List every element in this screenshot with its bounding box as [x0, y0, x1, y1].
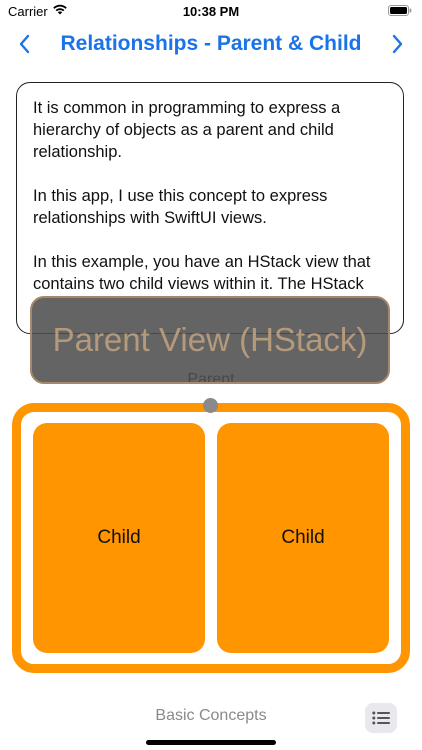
- child-label: Child: [281, 527, 325, 548]
- chevron-left-icon: [18, 34, 30, 54]
- chevron-right-icon: [392, 34, 404, 54]
- description-paragraph: In this example, you have an HStack view that contains two child views within it. The HStack: [33, 253, 371, 293]
- back-button[interactable]: [12, 30, 36, 58]
- description-paragraph: In this app, I use this concept to express relationships with SwiftUI views.: [33, 187, 328, 227]
- forward-button[interactable]: [386, 30, 410, 58]
- toolbar-title: Basic Concepts: [155, 707, 267, 724]
- status-bar: [0, 0, 422, 24]
- list-icon: [372, 711, 390, 725]
- tooltip-label: Parent View (HStack): [52, 321, 368, 358]
- parent-view-tooltip: [30, 296, 390, 384]
- carrier-label: Carrier: [8, 4, 48, 19]
- parent-hstack: [12, 403, 410, 673]
- child-label: Child: [97, 527, 141, 548]
- description-paragraph: It is common in programming to express a hierarchy of objects as a parent and child relationship.: [33, 99, 341, 161]
- battery-icon: [388, 5, 412, 16]
- child-view-left: [33, 423, 205, 653]
- child-view-right: [217, 423, 389, 653]
- description-text: [33, 97, 389, 317]
- list-button[interactable]: [365, 703, 397, 733]
- page-title: Relationships - Parent & Child: [60, 32, 362, 55]
- navigation-bar: [0, 24, 422, 64]
- home-indicator[interactable]: [146, 740, 276, 745]
- status-time: 10:38 PM: [182, 4, 240, 19]
- connector-dot: [203, 398, 218, 413]
